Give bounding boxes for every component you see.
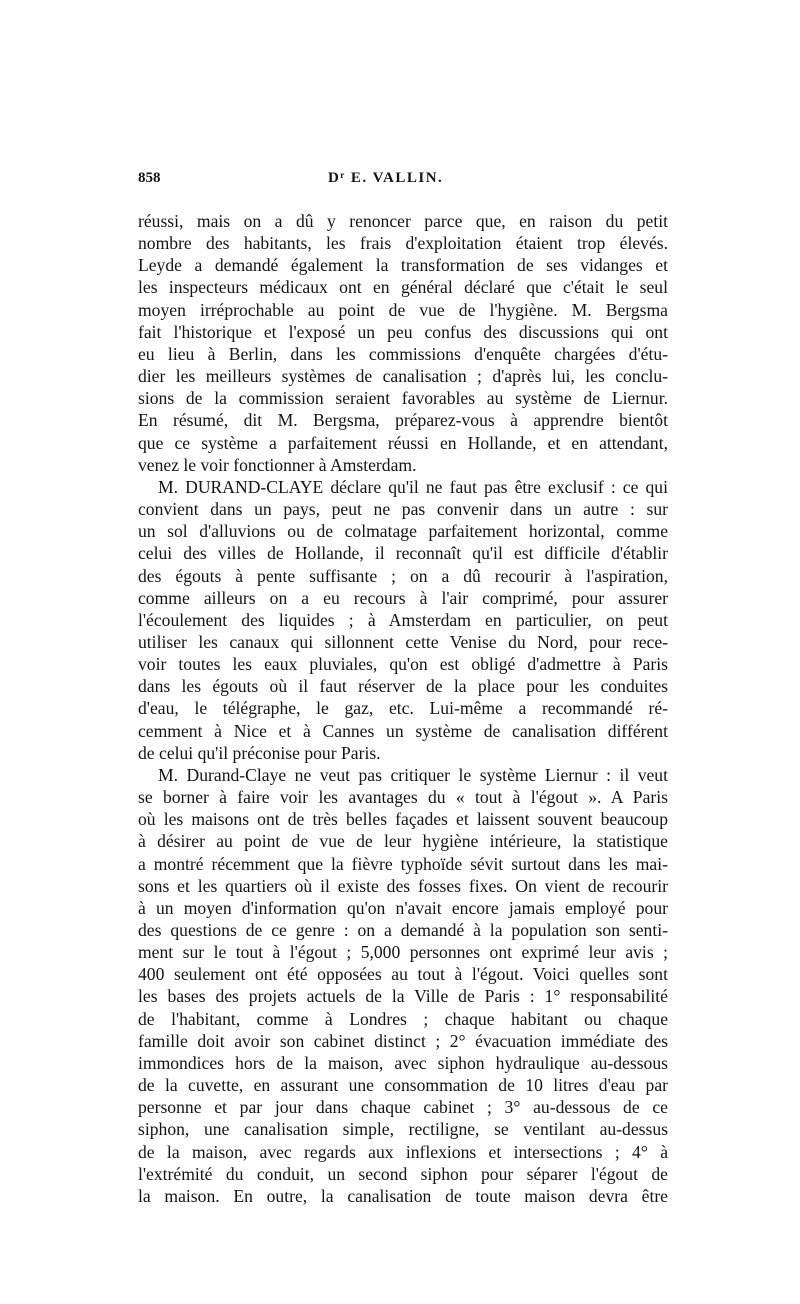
text-line: comme ailleurs on a eu recours à l'air comprimé, pour assurer [138,587,668,608]
text-line: convient dans un pays, peut ne pas convenir dans un autre : sur [138,499,668,520]
text-line: de l'habitant, comme à Londres ; chaque habitant ou chaque [138,1008,668,1029]
text-line: immondices hors de la maison, avec siphon hydraulique au-dessous [138,1052,668,1073]
page-number: 858 [138,170,161,186]
text-line: M. Durand-Claye ne veut pas critiquer le système Liernur : il veut [158,764,668,785]
text-line: 400 seulement ont été opposées au tout à l'égout. Voici quelles sont [138,964,668,985]
text-line: sions de la commission seraient favorables au système de Liernur. [138,388,668,409]
text-line: M. DURAND-CLAYE déclare qu'il ne faut pas être exclusif : ce qui [158,476,668,497]
text-line: famille doit avoir son cabinet distinct ; 2° évacuation immédiate des [138,1030,668,1051]
text-line: des égouts à pente suffisante ; on a dû recourir à l'aspiration, [138,565,668,586]
text-line: les inspecteurs médicaux ont en général déclaré que c'était le seul [138,277,668,298]
text-line: sons et les quartiers où il existe des fosses fixes. On vient de recourir [138,875,668,896]
text-line: dier les meilleurs systèmes de canalisation ; d'après lui, les conclu- [138,366,668,387]
text-line: voir toutes les eaux pluviales, qu'on est obligé d'admettre à Paris [138,654,668,675]
text-line: ment sur le tout à l'égout ; 5,000 personnes ont exprimé leur avis ; [138,942,668,963]
text-line: Leyde a demandé également la transformation de ses vidanges et [138,255,668,276]
text-line: un sol d'alluvions ou de colmatage parfaitement horizontal, comme [138,521,668,542]
text-line: de la maison, avec regards aux inflexions et intersections ; 4° à [138,1141,668,1162]
text-line: à un moyen d'information qu'on n'avait encore jamais employé pour [138,897,668,918]
text-line: personne et par jour dans chaque cabinet ; 3° au-dessous de ce [138,1097,668,1118]
page-header [138,170,668,196]
text-line: moyen irréprochable au point de vue de l'hygiène. M. Bergsma [138,299,668,320]
paragraph [138,764,668,1207]
text-line: nombre des habitants, les frais d'exploitation étaient trop élevés. [138,233,668,254]
text-line: à désirer au point de vue de leur hygiène intérieure, la statistique [138,831,668,852]
text-line: a montré récemment que la fièvre typhoïde sévit surtout dans les mai- [138,853,668,874]
book-page [138,170,668,1207]
text-line: En résumé, dit M. Bergsma, préparez-vous à apprendre bientôt [138,410,668,431]
text-line: se borner à faire voir les avantages du « tout à l'égout ». A Paris [138,787,668,808]
text-line: de celui qu'il préconise pour Paris. [138,742,381,763]
text-line: celui des villes de Hollande, il reconnaît qu'il est difficile d'établir [138,543,668,564]
text-line: venez le voir fonctionner à Amsterdam. [138,454,417,475]
text-line: dans les égouts où il faut réserver de la place pour les conduites [138,676,668,697]
text-line: cemment à Nice et à Cannes un système de canalisation différent [138,720,668,741]
paragraph [138,476,668,764]
text-line: l'écoulement des liquides ; à Amsterdam en particulier, on peut [138,609,668,630]
running-title: Dʳ E. VALLIN. [328,170,444,186]
text-line: utiliser les canaux qui sillonnent cette Venise du Nord, pour rece- [138,631,668,652]
text-line: d'eau, le télégraphe, le gaz, etc. Lui-même a recommandé ré- [138,698,668,719]
text-line: des questions de ce genre : on a demandé à la population son senti- [138,920,668,940]
text-line: que ce système a parfaitement réussi en Hollande, et en attendant, [138,432,668,453]
paragraph [138,210,668,476]
text-line: les bases des projets actuels de la Ville de Paris : 1° responsabilité [138,986,668,1007]
text-line: de la cuvette, en assurant une consommation de 10 litres d'eau par [138,1075,668,1096]
text-line: fait l'historique et l'exposé un peu confus des discussions qui ont [138,321,668,342]
text-line: siphon, une canalisation simple, rectiligne, se ventilant au-dessus [138,1119,668,1140]
text-line: eu lieu à Berlin, dans les commissions d'enquête chargées d'étu- [138,343,668,364]
body-text [138,210,668,1207]
text-line: réussi, mais on a dû y renoncer parce que, en raison du petit [138,211,668,231]
text-line: l'extrémité du conduit, un second siphon pour séparer l'égout de [138,1163,668,1184]
text-line: où les maisons ont de très belles façades et laissent souvent beaucoup [138,809,668,830]
text-line: la maison. En outre, la canalisation de toute maison devra être [138,1185,668,1206]
